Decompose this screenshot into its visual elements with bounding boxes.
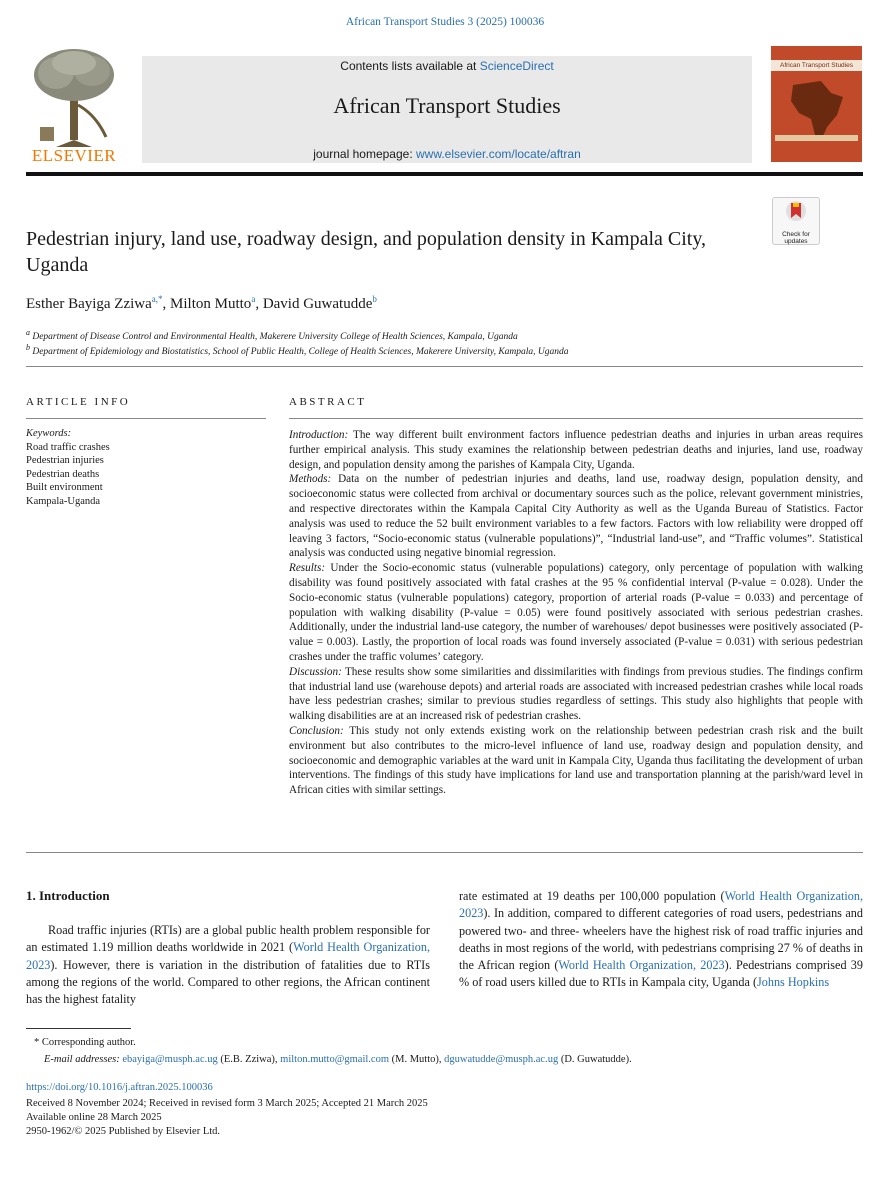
author-name: Esther Bayiga Zziwa [26,296,152,312]
journal-citation[interactable]: African Transport Studies 3 (2025) 100036 [345,16,545,28]
email-owner: (M. Mutto), [389,1054,445,1065]
author-affiliation-marker[interactable]: a,* [151,294,163,304]
article-info-heading: ARTICLE INFO [26,396,131,408]
keywords-label: Keywords: [26,428,72,439]
doi-link[interactable]: https://doi.org/10.1016/j.aftran.2025.100036 [26,1082,213,1093]
abstract-label: Results: [289,562,326,575]
received-dates: Received 8 November 2024; Received in revised form 3 March 2025; Accepted 21 March 2025 [26,1098,428,1109]
copyright: 2950-1962/© 2025 Published by Elsevier Ltd. [26,1126,221,1137]
intro-text: ). In addition, compared to different categories of road users, pedestrians and powered two- and three- wheelers have the highest risk of road traffic injuries and deaths in most regions of the world, with pedestrians comprising 27 % of deaths in the African region ( [459,906,863,973]
intro-text: ). However, there is variation in the distribution of fatalities due to RTIs among the regions of the world. Compared to other regions, the African continent has the highest fatality [26,957,430,1007]
affiliation-a-text: Department of Disease Control and Environmental Health, Makerere University College of Health Sciences, Kampala, Uganda [32,332,518,343]
sciencedirect-link[interactable]: ScienceDirect [479,59,554,73]
author-affiliation-marker[interactable]: a [251,294,256,304]
affiliation-b [26,343,569,357]
abstract-label: Introduction: [289,429,349,441]
bookmark-ribbon-icon [773,198,819,226]
email-owner: (D. Guwatudde). [558,1054,632,1065]
contents-line [142,59,752,73]
affiliation-b-label: b [26,343,30,352]
keyword: Pedestrian deaths [26,468,100,480]
footnote-rule [26,1028,131,1029]
cover-title: African Transport Studies [771,60,862,71]
divider [26,418,266,419]
affiliation-a [26,328,518,342]
abstract-label: Conclusion: [289,724,344,737]
email-label: E-mail addresses: [44,1054,123,1065]
header-rule [26,172,863,176]
author-separator: , [162,296,171,312]
keyword: Kampala-Uganda [26,495,101,507]
keyword: Pedestrian injuries [26,455,104,466]
contents-prefix: Contents lists available at [340,59,480,73]
intro-text: ). Pedestrians comprised 39 % of road users killed due to RTIs in Kampala city, Uganda ( [459,958,863,990]
abstract-body [289,428,863,798]
abstract-text: These results show some similarities and dissimilarities with findings from previous studies. The findings confirm that industrial land use (warehouse depots) and arterial roads are associated with increased pedestrian crashes while local roads have less pedestrian crashes; similar to previous studies regardless of settings. This study also highlights that people with walking disabilities are at an increased risk of pedestrian crashes. [289,665,863,723]
homepage-prefix: journal homepage: [313,147,416,161]
author-list [26,294,377,313]
abstract-text: This study not only extends existing work on the relationship between pedestrian crash risk and the built environment but also contributes to the micro-level influence of land use, roadway design and population density, and socioeconomic and demographic variables at the ward unit in Kampala City, Uganda thus facilitating the development of urban interventions. The findings of this study have implications for land use and transportation planning at the parish/ward level in African cities with similar settings. [289,724,863,797]
abstract-introduction [289,428,863,472]
divider [289,418,863,419]
author-separator: , [255,296,263,312]
email-owner: (E.B. Zziwa), [217,1054,281,1065]
affiliation-a-label: a [26,328,30,337]
author-name: Milton Mutto [170,296,252,312]
keyword: Road traffic crashes [26,441,110,453]
homepage-link[interactable]: www.elsevier.com/locate/aftran [416,147,581,161]
intro-text: Road traffic injuries (RTIs) are a global public health problem responsible for an estimated 1.19 million deaths worldwide in 2021 ( [26,923,430,955]
intro-left-column [26,922,430,1008]
author-affiliation-marker[interactable]: b [372,294,377,304]
divider [26,366,863,367]
citation-link[interactable]: World Health Organization, 2023 [459,889,863,921]
author-name: David Guwatudde [262,296,373,312]
citation-link[interactable]: World Health Organization, 2023 [26,940,430,972]
email-link[interactable]: milton.mutto@gmail.com [280,1054,390,1065]
homepage-line [142,147,752,161]
journal-title: African Transport Studies [333,93,561,118]
check-for-updates-label: Check for updates [782,231,810,245]
abstract-label: Methods: [289,473,332,486]
abstract-text: Under the Socio-economic status (vulnerable populations) category, only percentage of population with walking disability was found positively associated with fatal crashes at the 95 % confidential interval (P-value = 0.028). Under the Socio-economic status (vulnerable populations) category, proportion of arterial roads (P-value = 0.033) and percentage of population with walking disability (P-value = 0.05) were found positively associated with serious pedestrian crashes. Additionally, under the industrial land-use category, the number of warehouses/ depot businesses were positively associated (P-value = 0.003). Lastly, the proportion of local roads was found inversely associated (P-value = 0.031) with serious pedestrian crashes under the traffic volumes’ category. [289,562,863,663]
affiliation-b-text: Department of Epidemiology and Biostatistics, School of Public Health, College of Health Sciences, Makerere University, Kampala, Uganda [32,347,569,358]
abstract-methods [289,472,863,561]
abstract-discussion [289,665,863,724]
journal-cover-image [771,46,862,162]
elsevier-tree-logo [26,45,122,155]
abstract-heading: ABSTRACT [289,396,367,408]
intro-right-column [459,888,863,992]
email-addresses [44,1054,632,1065]
keyword: Built environment [26,482,103,493]
section-heading-introduction: 1. Introduction [26,888,110,903]
abstract-results [289,561,863,665]
publisher-wordmark: ELSEVIER [31,146,117,165]
keywords-block [26,427,110,508]
citation-link[interactable]: World Health Organization, 2023 [558,958,725,973]
abstract-label: Discussion: [289,665,342,678]
abstract-text: The way different built environment factors influence pedestrian deaths and injuries in urban areas requires further empirical analysis. This study examines the relationship between pedestrian deaths and injuries, land use, roadway design, and population density among the parishes of Kampala City, Uganda. [289,429,863,471]
email-link[interactable]: ebayiga@musph.ac.ug [122,1054,218,1065]
divider [26,852,863,853]
article-title: Pedestrian injury, land use, roadway design, and population density in Kampala City, Uganda [26,228,707,276]
abstract-text: Data on the number of pedestrian injuries and deaths, land use, roadway design, population density, and socioeconomic status were collected from archival or documentary sources such as the police, relevant government ministries, and respective directorates within the Kampala Capital City Authority as well as the Uganda Bureau of Statistics. Factor analysis was used to reduce the 52 built environment variables to a few factors. Factors with low reliability were dropped off leaving 3 factors, “Socio-economic status (vulnerable populations)”, “Industrial land-use”, and “Traffic volumes”. Statistical analysis was conducted using negative binomial regression. [289,473,863,560]
email-link[interactable]: dguwatudde@musph.ac.ug [444,1054,559,1065]
intro-text: rate estimated at 19 deaths per 100,000 population ( [459,889,725,903]
available-online: Available online 28 March 2025 [26,1112,162,1123]
check-for-updates-button[interactable] [772,197,820,245]
abstract-conclusion [289,724,863,798]
africa-map-icon [771,75,862,145]
corresponding-author-note: * Corresponding author. [34,1037,136,1048]
citation-link[interactable]: Johns Hopkins [757,975,830,990]
